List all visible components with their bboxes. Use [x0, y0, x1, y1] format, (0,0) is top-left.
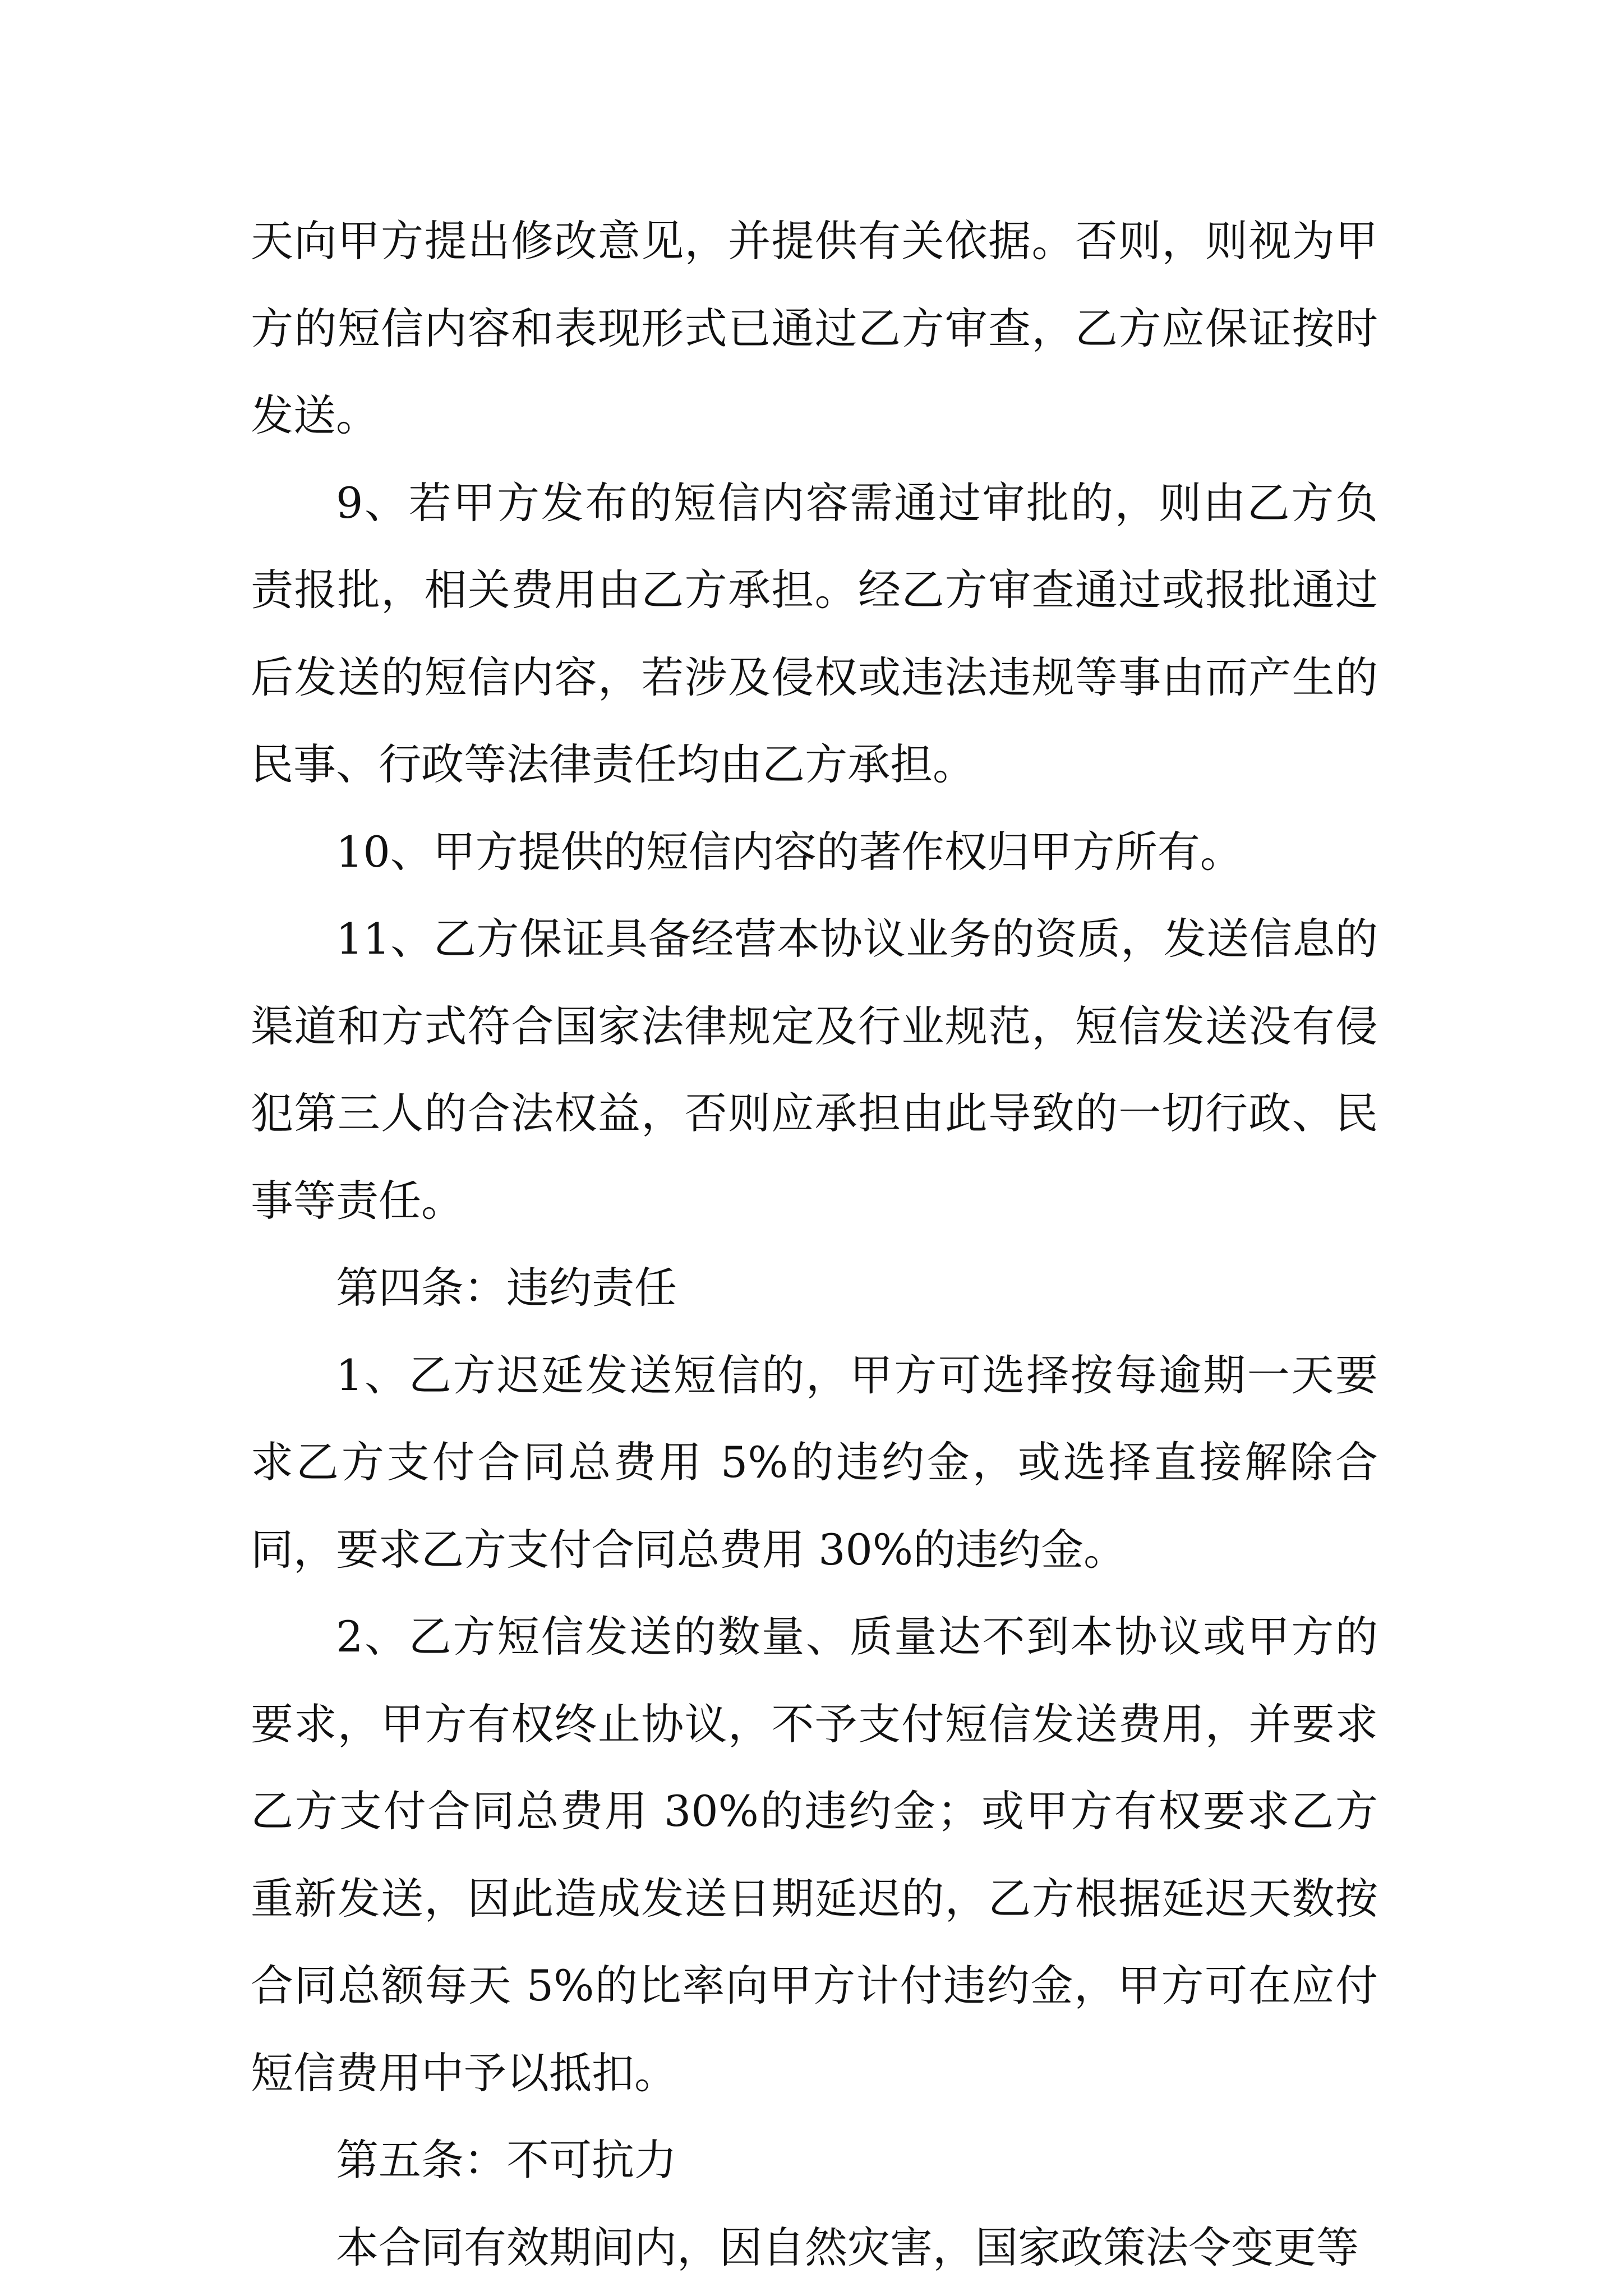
paragraph-continued: 天向甲方提出修改意见，并提供有关依据。否则，则视为甲方的短信内容和表现形式已通过乙方审查，乙方应保证按时发送。 [251, 216, 1378, 440]
paragraph-item-11: 11、乙方保证具备经营本协议业务的资质，发送信息的渠道和方式符合国家法律规定及行业规范，短信发送没有侵犯第三人的合法权益，否则应承担由此导致的一切行政、民事等责任。 [251, 914, 1378, 1226]
paragraph-article-4-item-2: 2、乙方短信发送的数量、质量达不到本协议或甲方的要求，甲方有权终止协议，不予支付短信发送费用，并要求乙方支付合同总费用 30%的违约金；或甲方有权要求乙方重新发送，因此造成发送日期延迟的，乙方根据延迟天数按合同总额每天 5%的比率向甲方计付违约金，甲方可在应付短信费用中予以抵扣。 [251, 1612, 1378, 2098]
document-body [251, 197, 1378, 2291]
paragraph-item-10: 10、甲方提供的短信内容的著作权归甲方所有。 [336, 826, 1243, 877]
heading-article-4: 第四条：违约责任 [336, 1263, 677, 1313]
heading-article-5: 第五条：不可抗力 [336, 2135, 677, 2185]
paragraph-article-4-item-1: 1、乙方迟延发送短信的，甲方可选择按每逾期一天要求乙方支付合同总费用 5%的违约金，或选择直接解除合同，要求乙方支付合同总费用 30%的违约金。 [251, 1350, 1378, 1575]
paragraph-item-9: 9、若甲方发布的短信内容需通过审批的，则由乙方负责报批，相关费用由乙方承担。经乙方审查通过或报批通过后发送的短信内容，若涉及侵权或违法违规等事由而产生的民事、行政等法律责任均由乙方承担。 [251, 477, 1378, 789]
paragraph-article-5-text: 本合同有效期间内，因自然灾害，国家政策法令变更等 [336, 2222, 1359, 2272]
